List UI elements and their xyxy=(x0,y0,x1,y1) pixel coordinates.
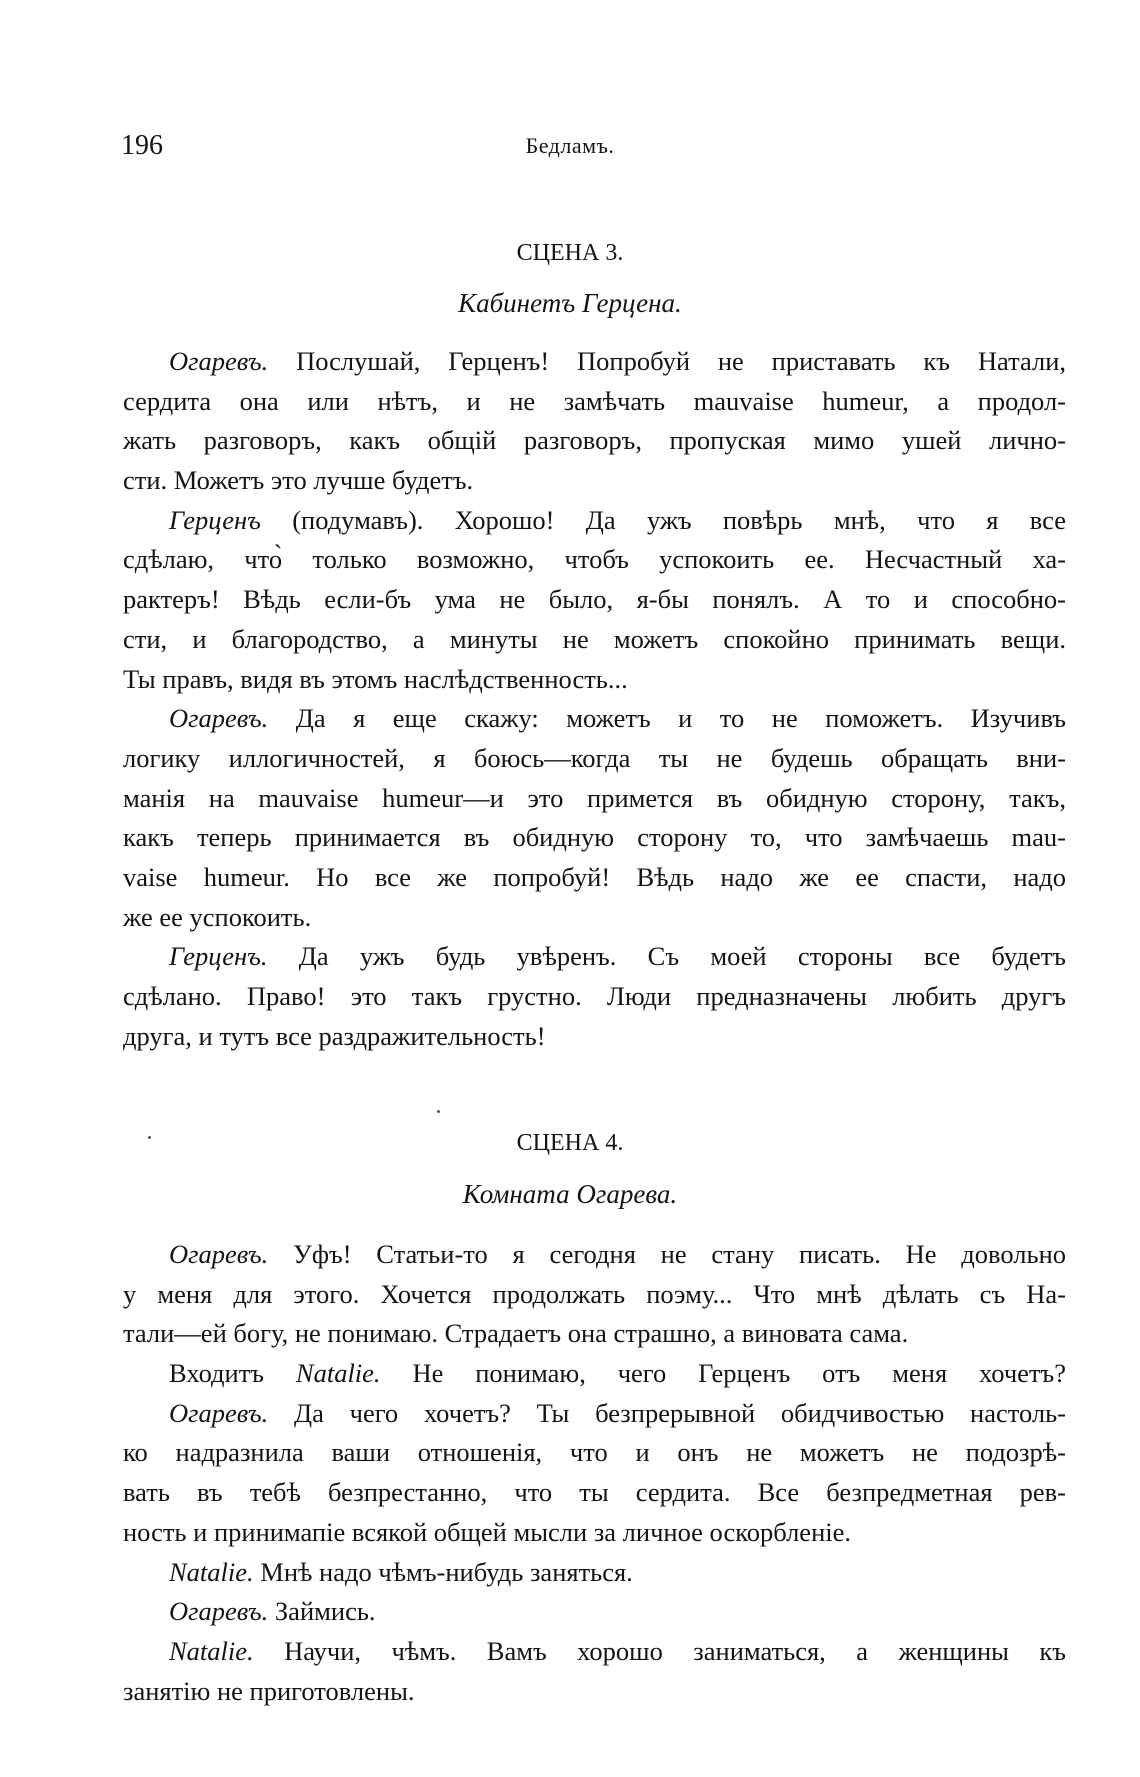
text-segment: Ты правъ, видя въ этомъ наслѣдственность... xyxy=(123,663,628,694)
text-segment: Да чего хочетъ? Ты безпрерывной обидчивостью настоль- xyxy=(268,1397,1066,1428)
page-number: 196 xyxy=(121,130,163,161)
scene-3-body xyxy=(123,342,1066,1056)
text-line xyxy=(123,898,1066,938)
text-segment: вать въ тебѣ безпрестанно, что ты сердита. Все безпредметная рев- xyxy=(123,1477,1066,1508)
text-segment: сти, и благородство, а минуты не можетъ спокойно принимать вещи. xyxy=(123,623,1066,654)
speaker-name: Огаревъ. xyxy=(169,1397,269,1428)
text-line xyxy=(123,1473,1066,1513)
text-line xyxy=(123,461,1066,501)
text-segment: vaise humeur. Но все же попробуй! Вѣдь надо же ее спасти, надо xyxy=(123,861,1066,892)
text-segment: манія на mauvaise humeur—и это примется въ обидную сторону, такъ, xyxy=(123,782,1066,813)
speaker-name: Огаревъ. xyxy=(169,703,269,734)
text-line xyxy=(123,1275,1066,1315)
text-line xyxy=(123,1314,1066,1354)
scene-3-title: СЦЕНА 3. xyxy=(516,240,624,266)
text-line xyxy=(123,1513,1066,1553)
paragraph xyxy=(123,937,1066,1056)
text-segment: какъ теперь принимается въ обидную сторону то, что замѣчаешь mau- xyxy=(123,822,1066,853)
scene-4-body xyxy=(123,1235,1066,1711)
text-line xyxy=(123,818,1066,858)
text-segment: Научи, чѣмъ. Вамъ хорошо заниматься, а женщины къ xyxy=(253,1635,1066,1666)
speaker-name: Огаревъ. xyxy=(169,1596,269,1627)
speaker-name: Огаревъ. xyxy=(169,346,269,376)
text-segment: тали—ей богу, не понимаю. Страдаетъ она страшно, а виновата сама. xyxy=(123,1318,909,1349)
text-segment: Уфъ! Статьи-то я сегодня не стану писать. Не довольно xyxy=(268,1239,1066,1269)
text-segment: сти. Можетъ это лучше будетъ. xyxy=(123,465,474,496)
paragraph xyxy=(123,1354,1066,1394)
text-line xyxy=(123,1433,1066,1473)
text-line xyxy=(123,1592,1066,1632)
print-speck xyxy=(437,1110,440,1113)
text-segment: жать разговоръ, какъ общій разговоръ, пропуская мимо ушей лично- xyxy=(123,425,1066,456)
speaker-name: Natalie. xyxy=(169,1556,254,1587)
paragraph xyxy=(123,342,1066,501)
paragraph xyxy=(123,1592,1066,1632)
paragraph xyxy=(123,1632,1066,1711)
speaker-name: Огаревъ. xyxy=(169,1239,269,1269)
text-line xyxy=(123,937,1066,977)
text-segment: ность и принимапіе всякой общей мысли за личное оскорбленіе. xyxy=(123,1516,851,1547)
text-segment: Послушай, Герценъ! Попробуй не приставать къ Натали, xyxy=(268,346,1066,376)
text-segment: занятію не приготовлены. xyxy=(123,1675,415,1706)
text-line xyxy=(123,580,1066,620)
text-line xyxy=(123,1394,1066,1434)
scene-4-title: СЦЕНА 4. xyxy=(516,1130,624,1156)
text-line xyxy=(123,1672,1066,1712)
speaker-name: Герценъ xyxy=(169,504,261,535)
text-line xyxy=(123,1017,1066,1057)
text-line xyxy=(123,660,1066,700)
text-segment: же ее успокоить. xyxy=(123,901,312,932)
text-line xyxy=(123,779,1066,819)
text-segment: сдѣлано. Право! это такъ грустно. Люди предназначены любить другъ xyxy=(123,981,1066,1011)
text-segment: Да я еще скажу: можетъ и то не поможетъ. Изучивъ xyxy=(268,703,1066,734)
paragraph xyxy=(123,1235,1066,1354)
text-segment: Входитъ xyxy=(169,1358,296,1389)
speaker-name: Natalie. xyxy=(295,1358,381,1389)
text-segment: Мнѣ надо чѣмъ-нибудь заняться. xyxy=(253,1556,633,1587)
text-segment: ко надразнила ваши отношенія, что и онъ не можетъ не подозрѣ- xyxy=(123,1437,1066,1468)
text-segment: друга, и тутъ все раздражительность! xyxy=(123,1020,546,1051)
text-line xyxy=(123,977,1066,1017)
text-line xyxy=(123,1632,1066,1672)
text-line xyxy=(123,501,1066,541)
text-segment: рактеръ! Вѣдь если-бъ ума не было, я-бы понялъ. А то и способно- xyxy=(123,584,1066,615)
text-line xyxy=(123,382,1066,422)
text-segment: Не понимаю, чего Герценъ отъ меня хочетъ? xyxy=(380,1358,1066,1389)
paragraph xyxy=(123,501,1066,699)
text-line xyxy=(123,739,1066,779)
scene-3-subtitle: Кабинетъ Герцена. xyxy=(458,288,682,318)
paragraph xyxy=(123,1553,1066,1593)
text-line xyxy=(123,620,1066,660)
text-line xyxy=(123,342,1066,382)
text-line xyxy=(123,540,1066,580)
text-segment: Займись. xyxy=(268,1596,376,1627)
speaker-name: Герценъ. xyxy=(169,941,268,972)
text-segment: (подумавъ). Хорошо! Да ужъ повѣрь мнѣ, что я все xyxy=(260,504,1066,535)
paragraph xyxy=(123,1394,1066,1553)
text-line xyxy=(123,699,1066,739)
text-line xyxy=(123,1235,1066,1275)
text-segment: сдѣлаю, что̀ только возможно, чтобъ успокоить ее. Несчастный ха- xyxy=(123,544,1066,575)
paragraph xyxy=(123,699,1066,937)
text-segment: Да ужъ будь увѣренъ. Съ моей стороны все будетъ xyxy=(267,941,1066,972)
speaker-name: Natalie. xyxy=(169,1635,254,1666)
text-line xyxy=(123,421,1066,461)
text-line xyxy=(123,858,1066,898)
text-line xyxy=(123,1354,1066,1394)
running-title: Бедламъ. xyxy=(525,133,615,158)
text-segment: логику иллогичностей, я боюсь—когда ты не будешь обращать вни- xyxy=(123,742,1066,773)
text-segment: у меня для этого. Хочется продолжать поэму... Что мнѣ дѣлать съ На- xyxy=(123,1278,1066,1309)
scene-4-subtitle: Комната Огарева. xyxy=(462,1179,678,1209)
text-segment: сердита она или нѣтъ, и не замѣчать mauvaise humeur, а продол- xyxy=(123,385,1066,416)
text-line xyxy=(123,1553,1066,1593)
